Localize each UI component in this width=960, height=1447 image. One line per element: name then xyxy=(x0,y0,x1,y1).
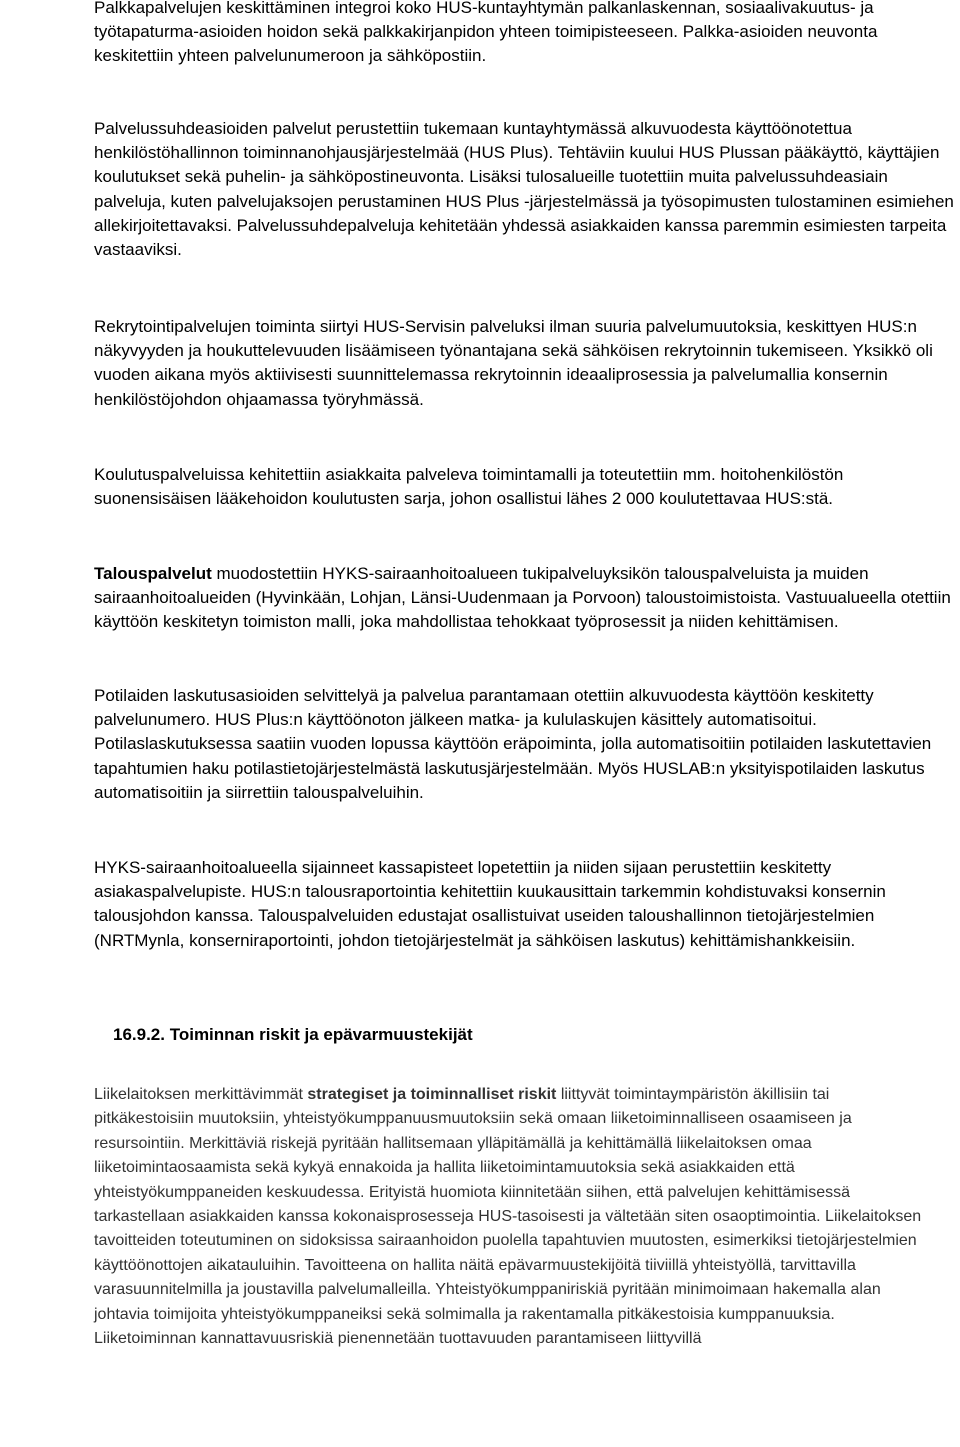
paragraph-payroll-services: Palkkapalvelujen keskittäminen integroi koko HUS-kuntayhtymän palkanlaskennan, sosiaalivakuutus- ja työtapaturma-asioiden hoidon sekä palkkakirjanpidon yhteen toimipisteeseen. Palkka-asioiden neuvonta keskitettiin yhteen palvelunumeroon ja sähköpostiin. xyxy=(94,0,878,66)
risks-text-start: Liikelaitoksen merkittävimmät xyxy=(94,1086,308,1103)
paragraph-training-services: Koulutuspalveluissa kehitettiin asiakkaita palveleva toimintamalli ja toteutettiin mm. hoitohenkilöstön suonensisäisen lääkehoidon koulutusten sarja, johon osallistui lähes 2 000 koulutettavaa HUS:stä. xyxy=(94,465,844,509)
section-heading: 16.9.2. Toiminnan riskit ja epävarmuustekijät xyxy=(113,1025,473,1044)
paragraph-recruitment-services: Rekrytointipalvelujen toiminta siirtyi HUS-Servisin palveluksi ilman suuria palvelumuutoksia, keskittyen HUS:n näkyvyyden ja houkuttelevuuden lisäämiseen työnantajana sekä sähköisen rekrytoinnin tukemiseen. Yksikkö oli vuoden aikana myös aktiivisesti suunnittelemassa rekrytoinnin ideaaliprosessia ja palvelumallia konsernin henkilöstöjohdon ohjaamassa työryhmässä. xyxy=(94,317,933,409)
paragraph-employment-services: Palvelussuhdeasioiden palvelut perustettiin tukemaan kuntayhtymässä alkuvuodesta käyttöönotettua henkilöstöhallinnon toiminnanohjausjärjestelmää (HUS Plus). Tehtäviin kuului HUS Plussan pääkäyttö, käyttäjien koulutukset sekä puhelin- ja sähköpostineuvonta. Lisäksi tulosalueille tuotettiin muita palvelussuhdeasiain palveluja, kuten palvelujaksojen perustaminen HUS Plus -järjestelmässä ja työsopimusten tulostaminen esimiehen allekirjoitettavaksi. Palvelussuhdepalveluja kehitetään yhdessä asiakkaiden kanssa paremmin esimiesten tarpeita vastaaviksi. xyxy=(94,119,954,260)
risks-text-rest: liittyvät toimintaympäristön äkillisiin tai pitkäkestoisiin muutoksiin, yhteistyökumppanuusmuutoksiin sekä omaan liiketoiminnalliseen osaamiseen ja resursointiin. Merkittäviä riskejä pyritään hallitsemaan ylläpitämällä ja kehittämällä liikelaitoksen omaa liiketoimintaosaamista sekä kykyä ennakoida ja hallita liiketoimintamuutoksia sekä asiakkaiden että yhteistyökumppaneiden keskuudessa. Erityistä huomiota kiinnitetään siihen, että palvelujen kehittämisessä tarkastellaan asiakkaiden kanssa kokonaisprosesseja HUS-tasoisesti ja vältetään siten osaoptimointia. Liikelaitoksen tavoitteiden toteutuminen on sidoksissa sairaanhoidon puolella tapahtuvien muutosten, esimerkiksi tietojärjestelmien käyttöönottojen aikatauluihin. Tavoitteena on hallita näitä epävarmuustekijöitä tiiviillä yhteistyöllä, tarvittavilla varasuunnitelmilla ja joustavilla palvelumalleilla. Yhteistyökumppaniriskiä pyritään minimoimaan hakemalla alan johtavia toimijoita yhteistyökumppaneiksi sekä solmimalla ja rakentamalla pitkäkestoisia kumppanuuksia. Liiketoiminnan kannattavuusriskiä pienennetään tuottavuuden parantamiseen liittyvillä xyxy=(94,1086,922,1348)
paragraph-cash-points: HYKS-sairaanhoitoalueella sijainneet kassapisteet lopetettiin ja niiden sijaan perustettiin keskitetty asiakaspalvelupiste. HUS:n talousraportointia kehitettiin kuukausittain tarkemmin kohdistuvaksi konsernin talousjohdon kanssa. Talouspalveluiden edustajat osallistuivat useiden taloushallinnon tietojärjestelmien (NRTMynla, konserniraportointi, johdon tietojärjestelmät ja sähköisen laskutus) kehittämishankkeisiin. xyxy=(94,858,886,950)
paragraph-risks xyxy=(94,1083,924,1351)
paragraph-patient-billing: Potilaiden laskutusasioiden selvittelyä ja palvelua parantamaan otettiin alkuvuodesta käyttöön keskitetty palvelunumero. HUS Plus:n käyttöönoton jälkeen matka- ja kululaskujen käsittely automatisoitui. Potilaslaskutuksessa saatiin vuoden lopussa käyttöön eräpoiminta, jolla automatisoitiin potilaiden laskutettavien tapahtumien haku potilastietojärjestelmästä laskutusjärjestelmään. Myös HUSLAB:n yksityispotilaiden laskutus automatisoitiin ja siirrettiin talouspalveluihin. xyxy=(94,686,932,802)
financial-services-text: muodostettiin HYKS-sairaanhoitoalueen tukipalveluyksikön talouspalveluista ja muiden sairaanhoitoalueiden (Hyvinkään, Lohjan, Länsi-Uudenmaan ja Porvoon) taloustoimistoista. Vastuualueella otettiin käyttöön keskitetyn toimiston malli, joka mahdollistaa tehokkaat työprosessit ja niiden kehittämisen. xyxy=(94,564,951,632)
paragraph-financial-services xyxy=(94,562,958,635)
financial-services-term: Talouspalvelut xyxy=(94,564,212,583)
risks-term: strategiset ja toiminnalliset riskit xyxy=(307,1086,557,1103)
